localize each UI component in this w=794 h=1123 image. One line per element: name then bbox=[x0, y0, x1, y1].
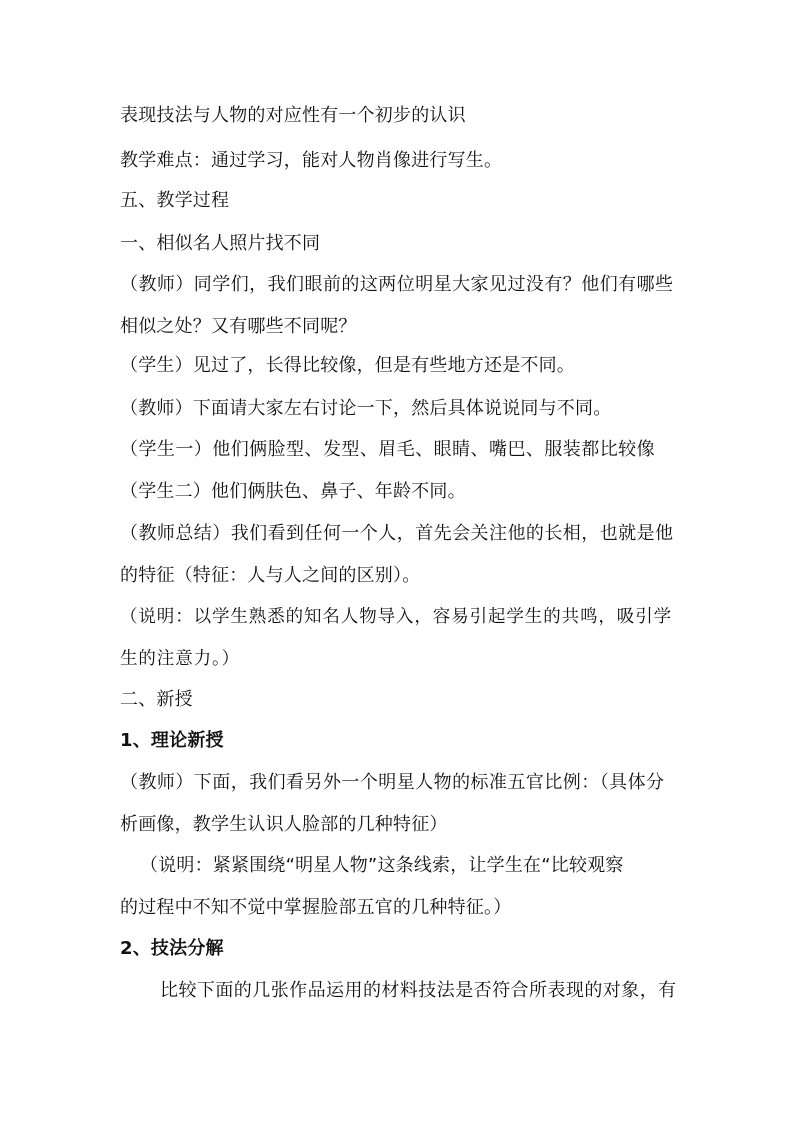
teacher-question-continuation: 相似之处？又有哪些不同呢？ bbox=[120, 316, 357, 337]
technique-heading: 2、技法分解 bbox=[120, 938, 224, 959]
teacher-question-line: （教师）同学们，我们眼前的这两位明星大家见过没有？他们有哪些 bbox=[120, 274, 674, 295]
teacher-summary-continuation: 的特征（特征：人与人之间的区别）。 bbox=[120, 565, 421, 586]
explanation-star-continuation: 的过程中不知不觉中掌握脸部五官的几种特征。） bbox=[120, 897, 512, 918]
teacher-theory-line: （教师）下面，我们看另外一个明星人物的标准五官比例：（具体分 bbox=[120, 772, 665, 793]
section-heading: 五、教学过程 bbox=[120, 190, 230, 211]
student-answer-line: （学生）见过了，长得比较像，但是有些地方还是不同。 bbox=[120, 355, 575, 376]
student-one-line: （学生一）他们俩脸型、发型、眉毛、眼睛、嘴巴、服装都比较像 bbox=[120, 439, 656, 460]
section-heading-new-lesson: 二、新授 bbox=[120, 689, 193, 710]
theory-heading: 1、理论新授 bbox=[120, 730, 224, 751]
teaching-difficulty-line: 教学难点：通过学习，能对人物肖像进行写生。 bbox=[120, 150, 503, 171]
explanation-note-line: （说明：以学生熟悉的知名人物导入，容易引起学生的共鸣，吸引学 bbox=[120, 607, 672, 627]
teacher-summary-line: （教师总结）我们看到任何一个人，首先会关注他的长相，也就是他 bbox=[120, 523, 674, 544]
paragraph-line: 表现技法与人物的对应性有一个初步的认识 bbox=[120, 105, 466, 126]
teacher-theory-continuation: 析画像，教学生认识人脸部的几种特征） bbox=[120, 814, 448, 835]
student-two-line: （学生二）他们俩肤色、鼻子、年龄不同。 bbox=[120, 481, 466, 502]
teacher-instruction-line: （教师）下面请大家左右讨论一下，然后具体说说同与不同。 bbox=[120, 398, 612, 419]
subsection-heading: 一、相似名人照片找不同 bbox=[120, 233, 321, 254]
explanation-star-line: （说明：紧紧围绕“明星人物”这条线索，让学生在“比较观察 bbox=[140, 855, 624, 876]
explanation-note-continuation: 生的注意力。） bbox=[120, 649, 241, 669]
technique-paragraph-line: 比较下面的几张作品运用的材料技法是否符合所表现的对象，有 bbox=[160, 980, 677, 1001]
